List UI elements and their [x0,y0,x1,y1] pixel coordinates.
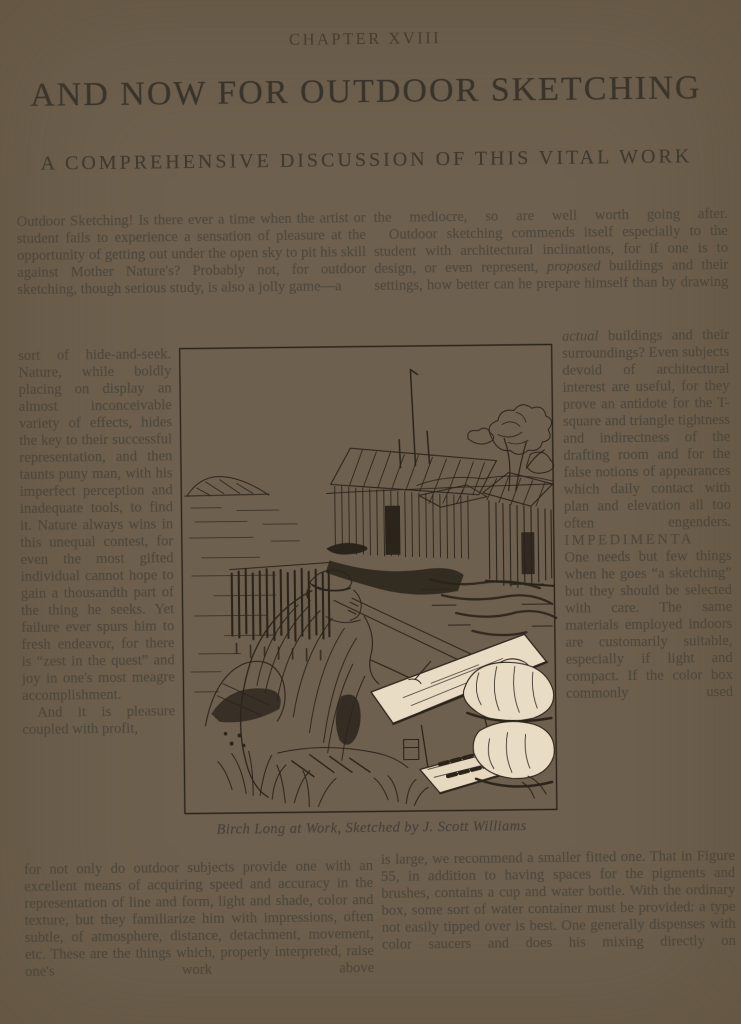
right-paragraph-2 [374,223,729,295]
left-column-top [17,210,367,299]
left-paragraph-1: Outdoor Sketching! Is there ever a time when the artist or student fails to experience a sensation of pleasure at the opportunity of getting out under the open sky to pit his skill against Mother Nature's? Probably not, for outdoor sketching, though serious study, is also a jolly game—a [16,210,367,298]
right-column-narrow [562,327,733,703]
chapter-heading: CHAPTER XVIII [288,28,442,49]
left-paragraph-2-rest: for not only do outdoor subjects provide one with an excellent means of acquiring speed and accuracy in the representation of line and form, light and shade, color and texture, but they familiarize him with impressions, often subtle, of atmosphere, distance, detachment, movement, etc. These are the things which, properly interpreted, raise one's work above [23,857,375,980]
right-narrow-paragraph-2: One needs but few things when he goes “a sketching” but they should be selected with care. The same materials employed indoors are customarily suitable, especially if light and compact. If the color box commonly used [564,547,734,702]
paragraph-text: buildings and their surroundings? Even subjects devoid of architectural interest are useful, for they prove an antidote for the T-square and triangle tightness and indirectness of the drafting room and for the false notions of appearances which daily contact with plan and elevation all too often engenders. [562,326,732,532]
italic-word-proposed: proposed [546,258,601,275]
left-column-bottom [24,858,374,981]
pen-and-ink-harbor-sketch [177,342,559,818]
illustration-birch-long-sketching [177,342,559,818]
right-bottom-paragraph: is large, we recommend a smaller fitted one. That in Figure 55, in addition to having spaces for the pigments and brushes, contains a cup and water bottle. With the ordinary box, some sort of water container must be provided: a type not easily tipped over is best. One generally dispenses with color saucers and does his mixing directly on [380,847,736,953]
right-narrow-text [562,327,731,533]
left-column-narrow [18,346,175,739]
illustration-caption: Birch Long at Work, Sketched by J. Scott Williams [216,818,527,838]
left-narrow-text: sort of hide-and-seek. Nature, while boldly placing on display an almost inconceivable variety of effects, hides the key to their successful representation, and then taunts puny man, with his imperfect perception and inadequate tools, to find it. Nature always wins in this unequal contest, for even the most gifted individual cannot hope to gain a thousandth part of the thing he seeks. Yet failure ever spurs him to fresh endeavor, for there is “zest in the quest” and joy in one's most meagre accomplishment. [18,346,175,704]
impedimenta-heading: IMPEDIMENTA [564,531,695,549]
right-column-bottom [381,848,736,954]
left-paragraph-2-start: And it is pleasure coupled with profit, [22,703,176,738]
right-paragraph-1: the mediocre, so are well worth going after. [373,205,728,226]
page-title: AND NOW FOR OUTDOOR SKETCHING [29,69,702,114]
paragraph-text: Outdoor sketching commends itself especially to the student with architectural inclinations, for if one is to design, or even represent, [373,222,729,277]
page-subtitle: A COMPREHENSIVE DISCUSSION OF THIS VITAL WORK [40,145,693,175]
italic-word-actual: actual [561,328,599,345]
paragraph-text: buildings and their settings, how better can he prepare himself than by drawing [374,256,729,294]
right-column-top [374,206,729,295]
